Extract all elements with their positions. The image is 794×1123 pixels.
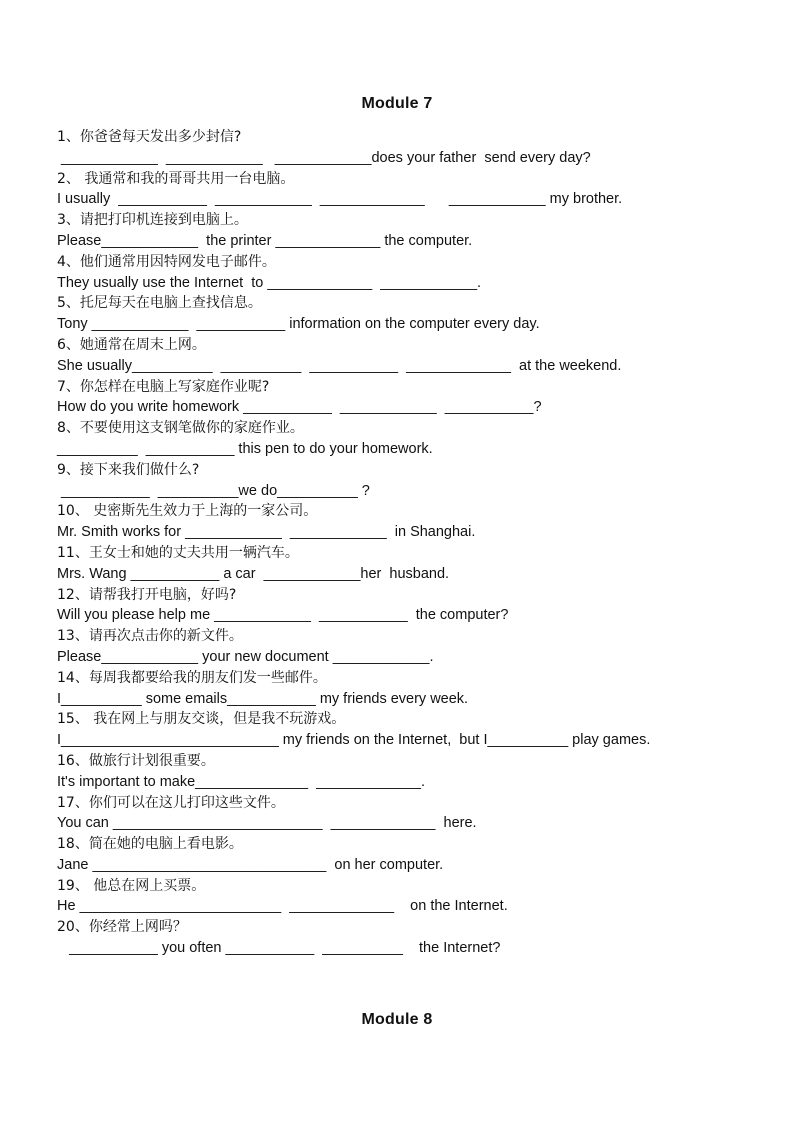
- question-item: [57, 668, 757, 710]
- english-fill-in: Jane _____________________________ on her computer.: [57, 856, 444, 873]
- question-item: [57, 127, 757, 169]
- question-item: [57, 876, 757, 918]
- english-fill-in: They usually use the Internet to _____________ ____________.: [57, 274, 482, 291]
- chinese-prompt: 15、 我在网上与朋友交谈，但是我不玩游戏。: [57, 711, 346, 728]
- english-fill-in: I usually ___________ ____________ _____________ ____________ my brother.: [57, 191, 623, 208]
- chinese-prompt: 19、 他总在网上买票。: [57, 877, 206, 894]
- english-fill-in: Mr. Smith works for ____________ ____________ in Shanghai.: [57, 524, 476, 541]
- chinese-prompt: 16、做旅行计划很重要。: [57, 752, 215, 769]
- chinese-prompt: 13、请再次点击你的新文件。: [57, 628, 243, 645]
- chinese-prompt: 1、你爸爸每天发出多少封信?: [57, 129, 242, 145]
- question-item: [57, 543, 757, 585]
- english-fill-in: Tony ____________ ___________ information on the computer every day.: [57, 316, 540, 333]
- question-item: [57, 751, 757, 793]
- question-item: [57, 335, 757, 377]
- question-item: [57, 460, 757, 502]
- question-item: [57, 585, 757, 627]
- english-fill-in: Will you please help me ____________ ___________ the computer?: [57, 607, 509, 624]
- question-item: [57, 917, 757, 959]
- question-item: [57, 834, 757, 876]
- module-7-title: Module 7: [361, 95, 433, 112]
- chinese-prompt: 2、 我通常和我的哥哥共用一台电脑。: [57, 170, 295, 187]
- english-fill-in: I__________ some emails___________ my friends every week.: [57, 690, 469, 707]
- chinese-prompt: 18、简在她的电脑上看电影。: [57, 836, 243, 853]
- english-fill-in: You can __________________________ _____________ here.: [57, 815, 477, 832]
- english-fill-in: He _________________________ _____________ on the Internet.: [57, 898, 508, 915]
- question-item: [57, 252, 757, 294]
- question-item: [57, 626, 757, 668]
- english-fill-in: __________ ___________ this pen to do your homework.: [57, 440, 433, 457]
- chinese-prompt: 9、接下来我们做什么?: [57, 461, 200, 478]
- chinese-prompt: 11、王女士和她的丈夫共用一辆汽车。: [57, 544, 299, 561]
- question-item: [57, 418, 757, 460]
- english-fill-in: How do you write homework ___________ ____________ ___________?: [57, 399, 542, 416]
- english-fill-in: It's important to make______________ _____________.: [57, 773, 425, 790]
- question-item: [57, 709, 757, 751]
- english-fill-in: Mrs. Wang ___________ a car ____________her husband.: [57, 565, 450, 582]
- question-list: [57, 127, 757, 959]
- chinese-prompt: 7、你怎样在电脑上写家庭作业呢?: [57, 378, 270, 395]
- question-item: [57, 293, 757, 335]
- english-fill-in: ____________ ____________ ____________does your father send every day?: [57, 149, 591, 166]
- english-fill-in: ___________ you often ___________ __________ the Internet?: [57, 940, 501, 957]
- english-fill-in: ___________ __________we do__________ ?: [57, 482, 370, 499]
- chinese-prompt: 12、请帮我打开电脑，好吗?: [57, 586, 237, 603]
- english-fill-in: Please____________ the printer _____________ the computer.: [57, 232, 473, 249]
- english-fill-in: She usually__________ __________ ___________ _____________ at the weekend.: [57, 357, 622, 374]
- chinese-prompt: 3、请把打印机连接到电脑上。: [57, 212, 248, 229]
- chinese-prompt: 5、托尼每天在电脑上查找信息。: [57, 295, 262, 312]
- question-item: [57, 377, 757, 419]
- chinese-prompt: 14、每周我都要给我的朋友们发一些邮件。: [57, 669, 327, 686]
- question-item: [57, 501, 757, 543]
- chinese-prompt: 4、他们通常用因特网发电子邮件。: [57, 253, 276, 270]
- chinese-prompt: 10、 史密斯先生效力于上海的一家公司。: [57, 503, 318, 520]
- question-item: [57, 210, 757, 252]
- english-fill-in: I___________________________ my friends on the Internet, but I__________ play games.: [57, 732, 651, 749]
- chinese-prompt: 8、不要使用这支钢笔做你的家庭作业。: [57, 420, 304, 437]
- english-fill-in: Please____________ your new document ____________.: [57, 648, 434, 665]
- chinese-prompt: 6、她通常在周末上网。: [57, 336, 206, 353]
- module-8-title: Module 8: [361, 1011, 433, 1028]
- chinese-prompt: 20、你经常上网吗？: [57, 919, 187, 936]
- question-item: [57, 793, 757, 835]
- question-item: [57, 169, 757, 211]
- chinese-prompt: 17、你们可以在这儿打印这些文件。: [57, 794, 285, 811]
